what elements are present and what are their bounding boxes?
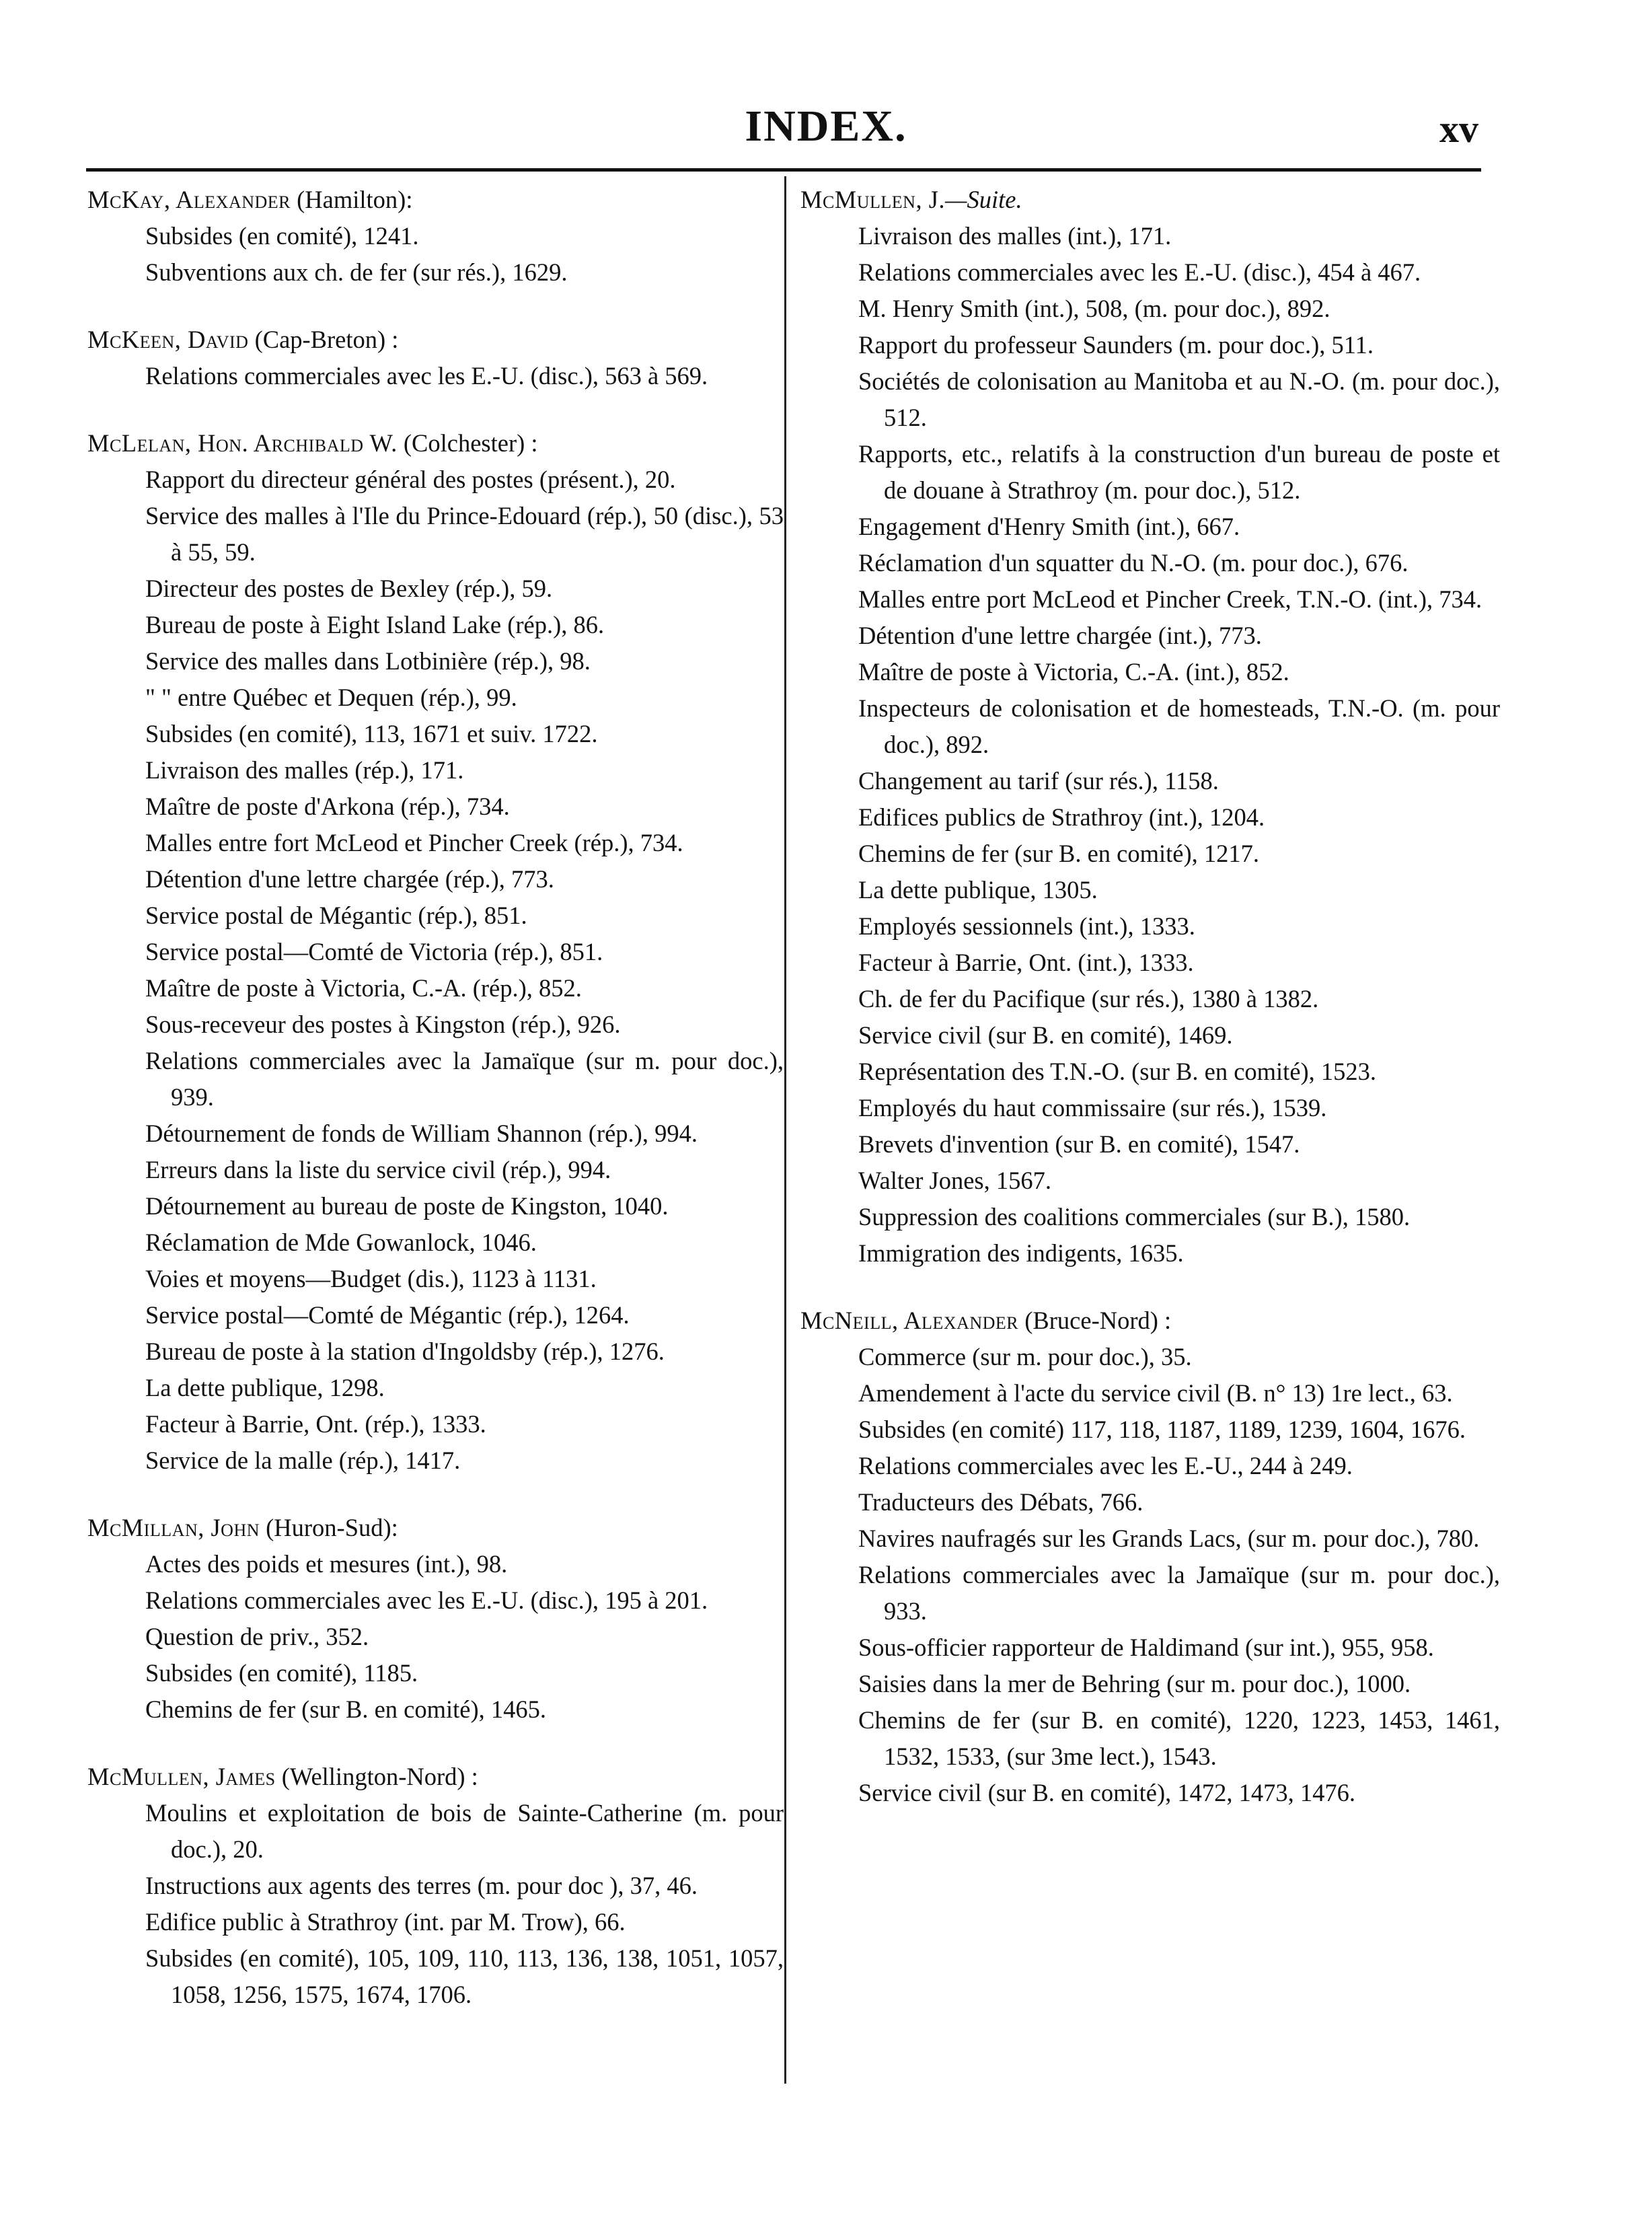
index-subentry: Représentation des T.N.-O. (sur B. en comité), 1523. (858, 1058, 1377, 1085)
index-subentry: Voies et moyens—Budget (dis.), 1123 à 1131. (145, 1265, 597, 1292)
header-rule (86, 168, 1481, 172)
index-subentry: Chemins de fer (sur B. en comité), 1217. (858, 840, 1260, 867)
index-subentry: Détention d'une lettre chargée (int.), 773. (858, 622, 1262, 649)
index-subentry: Edifices publics de Strathroy (int.), 1204. (858, 803, 1265, 831)
index-subentry: Malles entre port McLeod et Pincher Creek, T.N.-O. (int.), 734. (858, 585, 1482, 613)
index-subentry: " " entre Québec et Dequen (rép.), 99. (145, 684, 517, 711)
index-subentry: Changement au tarif (sur rés.), 1158. (858, 767, 1219, 795)
entry-heading (87, 425, 784, 462)
index-subentry: Service postal de Mégantic (rép.), 851. (145, 902, 527, 929)
index-subentry: Amendement à l'acte du service civil (B. n° 13) 1re lect., 63. (858, 1379, 1453, 1407)
constituency: (Wellington-Nord) : (281, 1763, 478, 1790)
index-subentry: Service civil (sur B. en comité), 1472, 1473, 1476. (858, 1779, 1355, 1806)
index-subentry: Engagement d'Henry Smith (int.), 667. (858, 513, 1240, 540)
index-subentry: Sous-officier rapporteur de Haldimand (sur int.), 955, 958. (858, 1634, 1434, 1661)
index-subentry: Chemins de fer (sur B. en comité), 1465. (145, 1695, 547, 1723)
index-subentry: Bureau de poste à Eight Island Lake (rép.), 86. (145, 611, 605, 638)
member-name: McKeen, David (87, 326, 249, 353)
entry-heading (800, 1303, 1500, 1339)
index-subentry: Détention d'une lettre chargée (rép.), 773. (145, 865, 554, 893)
index-subentry: Service de la malle (rép.), 1417. (145, 1446, 461, 1474)
index-subentry: Employés sessionnels (int.), 1333. (858, 912, 1195, 940)
index-subentry: Rapport du professeur Saunders (m. pour doc.), 511. (858, 331, 1374, 359)
member-name: McMillan, John (87, 1514, 260, 1541)
index-subentry: Réclamation d'un squatter du N.-O. (m. pour doc.), 676. (858, 549, 1409, 577)
index-subentry: Subventions aux ch. de fer (sur rés.), 1629. (145, 258, 568, 286)
index-subentry: Détournement au bureau de poste de Kingston, 1040. (145, 1192, 669, 1220)
column-divider (784, 176, 786, 2084)
index-subentry: Service des malles à l'Ile du Prince-Edouard (rép.), 50 (disc.), 53 à 55, 59. (145, 502, 784, 566)
index-subentry: Rapport du directeur général des postes (présent.), 20. (145, 466, 676, 493)
constituency: (Huron-Sud): (266, 1514, 398, 1541)
index-subentry: Edifice public à Strathroy (int. par M. Trow), 66. (145, 1908, 626, 1936)
continued-label: —Suite. (945, 186, 1022, 213)
index-subentry: Commerce (sur m. pour doc.), 35. (858, 1343, 1192, 1370)
index-entry (87, 322, 784, 394)
index-subentry: Chemins de fer (sur B. en comité), 1220, 1223, 1453, 1461, 1532, 1533, (sur 3me lect.), 1543. (858, 1706, 1500, 1770)
index-subentry: Service postal—Comté de Mégantic (rép.), 1264. (145, 1301, 630, 1329)
index-subentry: Livraison des malles (int.), 171. (858, 222, 1172, 250)
index-subentry: Livraison des malles (rép.), 171. (145, 756, 464, 784)
index-subentry: Walter Jones, 1567. (858, 1167, 1051, 1194)
entry-heading (87, 1759, 784, 1795)
index-subentry: Relations commerciales avec la Jamaïque (sur m. pour doc.), 939. (145, 1047, 784, 1111)
index-subentry: Question de priv., 352. (145, 1623, 369, 1650)
index-subentry: Immigration des indigents, 1635. (858, 1239, 1184, 1267)
member-name: McNeill, Alexander (800, 1307, 1019, 1334)
index-subentry: Traducteurs des Débats, 766. (858, 1488, 1143, 1516)
index-subentry: Maître de poste d'Arkona (rép.), 734. (145, 793, 510, 820)
constituency: (Bruce-Nord) : (1024, 1307, 1172, 1334)
page-number: xv (1439, 107, 1478, 151)
constituency: (Colchester) : (403, 429, 538, 457)
left-column (87, 182, 784, 2044)
index-subentry: Actes des poids et mesures (int.), 98. (145, 1550, 508, 1578)
index-subentry: Relations commerciales avec les E.-U. (disc.), 195 à 201. (145, 1586, 708, 1614)
index-subentry: Suppression des coalitions commerciales (sur B.), 1580. (858, 1203, 1411, 1231)
index-subentry: Sous-receveur des postes à Kingston (rép.), 926. (145, 1011, 621, 1038)
index-subentry: M. Henry Smith (int.), 508, (m. pour doc.), 892. (858, 295, 1330, 322)
index-entry (800, 182, 1500, 1272)
index-subentry: Relations commerciales avec la Jamaïque (sur m. pour doc.), 933. (858, 1561, 1500, 1625)
index-subentry: Employés du haut commissaire (sur rés.), 1539. (858, 1094, 1327, 1122)
index-subentry: Inspecteurs de colonisation et de homesteads, T.N.-O. (m. pour doc.), 892. (858, 694, 1500, 758)
index-entry (87, 425, 784, 1479)
index-subentry: Moulins et exploitation de bois de Sainte-Catherine (m. pour doc.), 20. (145, 1799, 784, 1863)
index-subentry: Subsides (en comité), 105, 109, 110, 113, 136, 138, 1051, 1057, 1058, 1256, 1575, 1674, 1706. (145, 1944, 784, 2008)
entry-heading (800, 182, 1500, 218)
index-subentry: Directeur des postes de Bexley (rép.), 59. (145, 575, 553, 602)
index-subentry: Subsides (en comité), 1185. (145, 1659, 418, 1687)
entry-heading (87, 1510, 784, 1546)
index-subentry: Brevets d'invention (sur B. en comité), 1547. (858, 1130, 1300, 1158)
index-entry (87, 182, 784, 291)
index-subentry: Maître de poste à Victoria, C.-A. (rép.), 852. (145, 974, 582, 1002)
member-name: McKay, Alexander (87, 186, 291, 213)
member-name: McLelan, Hon. Archibald W. (87, 429, 398, 457)
page-title: INDEX. (745, 102, 907, 151)
member-name: McMullen, James (87, 1763, 276, 1790)
index-subentry: Saisies dans la mer de Behring (sur m. pour doc.), 1000. (858, 1670, 1411, 1697)
right-column (800, 182, 1500, 1842)
index-subentry: Maître de poste à Victoria, C.-A. (int.), 852. (858, 658, 1289, 686)
index-entry (87, 1759, 784, 2013)
index-subentry: Erreurs dans la liste du service civil (rép.), 994. (145, 1156, 611, 1183)
index-entry (800, 1303, 1500, 1811)
index-subentry: Service postal—Comté de Victoria (rép.), 851. (145, 938, 603, 965)
constituency: (Hamilton): (297, 186, 413, 213)
index-subentry: Relations commerciales avec les E.-U. (disc.), 454 à 467. (858, 258, 1421, 286)
constituency: (Cap-Breton) : (254, 326, 399, 353)
index-subentry: La dette publique, 1305. (858, 876, 1098, 904)
index-subentry: La dette publique, 1298. (145, 1374, 385, 1401)
entry-heading (87, 322, 784, 358)
index-subentry: Rapports, etc., relatifs à la construction d'un bureau de poste et de douane à Strathroy (m. pour doc.), 512. (858, 440, 1500, 504)
index-subentry: Instructions aux agents des terres (m. pour doc ), 37, 46. (145, 1872, 698, 1899)
index-subentry: Service des malles dans Lotbinière (rép.), 98. (145, 647, 591, 675)
index-subentry: Relations commerciales avec les E.-U. (disc.), 563 à 569. (145, 362, 708, 390)
index-entry (87, 1510, 784, 1728)
index-subentry: Malles entre fort McLeod et Pincher Creek (rép.), 734. (145, 829, 683, 856)
index-subentry: Ch. de fer du Pacifique (sur rés.), 1380 à 1382. (858, 985, 1319, 1013)
index-subentry: Service civil (sur B. en comité), 1469. (858, 1021, 1233, 1049)
index-subentry: Subsides (en comité), 113, 1671 et suiv. 1722. (145, 720, 598, 747)
index-subentry: Subsides (en comité) 117, 118, 1187, 1189, 1239, 1604, 1676. (858, 1416, 1466, 1443)
member-name: McMullen, J. (800, 186, 946, 213)
index-subentry: Subsides (en comité), 1241. (145, 222, 419, 250)
index-subentry: Détournement de fonds de William Shannon (rép.), 994. (145, 1120, 698, 1147)
index-subentry: Facteur à Barrie, Ont. (rép.), 1333. (145, 1410, 486, 1438)
entry-heading (87, 182, 784, 218)
index-subentry: Facteur à Barrie, Ont. (int.), 1333. (858, 949, 1194, 976)
index-subentry: Relations commerciales avec les E.-U., 244 à 249. (858, 1452, 1353, 1479)
index-subentry: Bureau de poste à la station d'Ingoldsby (rép.), 1276. (145, 1338, 665, 1365)
index-subentry: Réclamation de Mde Gowanlock, 1046. (145, 1229, 537, 1256)
index-subentry: Sociétés de colonisation au Manitoba et au N.-O. (m. pour doc.), 512. (858, 367, 1500, 431)
index-subentry: Navires naufragés sur les Grands Lacs, (sur m. pour doc.), 780. (858, 1525, 1480, 1552)
